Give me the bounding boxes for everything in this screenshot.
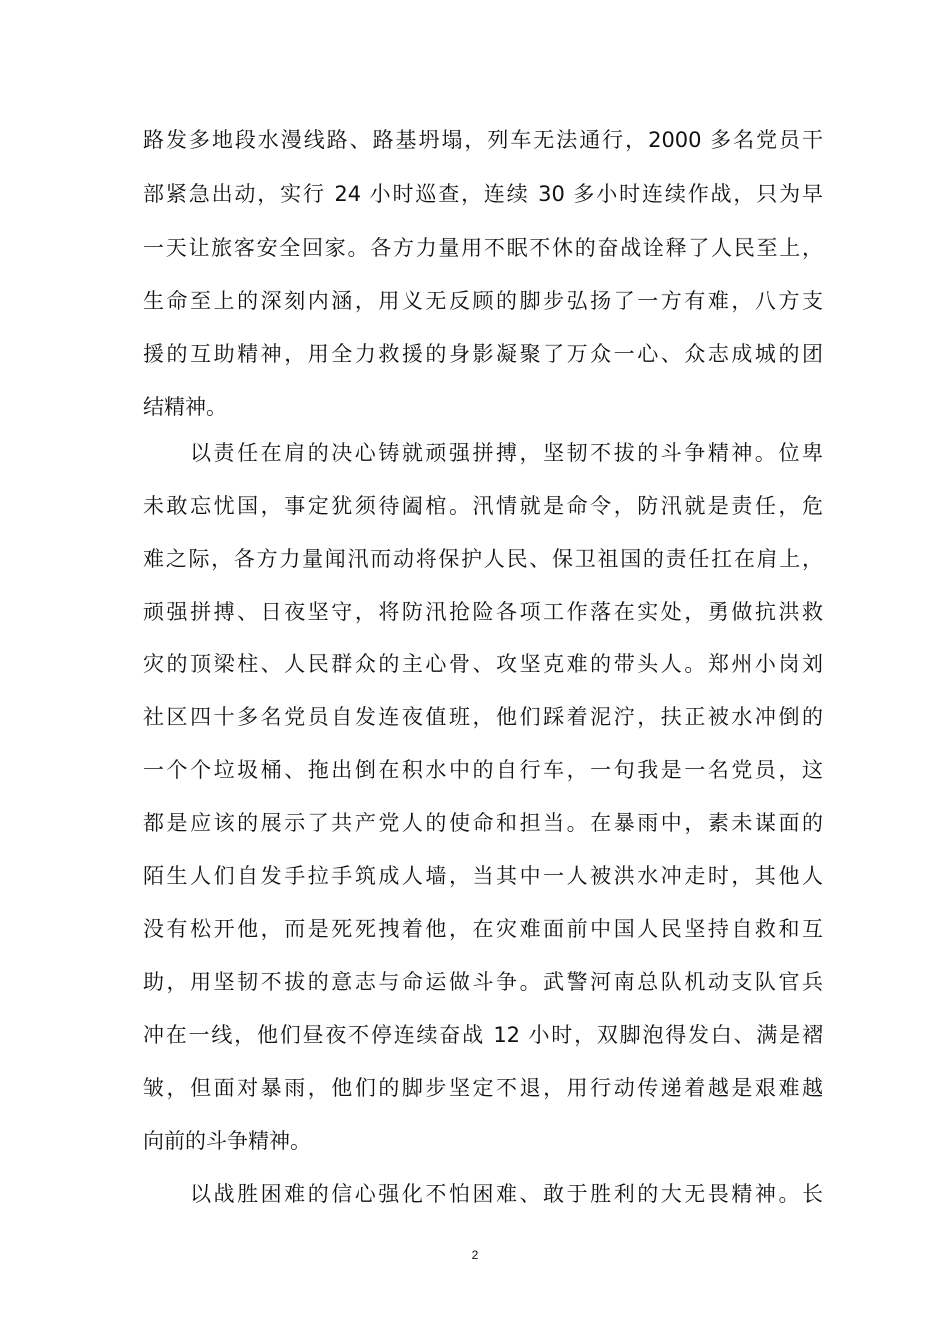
page-number: 2 (471, 1248, 479, 1262)
text-line: 陌生人们自发手拉手筑成人墙，当其中一人被洪水冲走时，其他人 (143, 864, 823, 888)
text-line: 援的互助精神，用全力救援的身影凝聚了万众一心、众志成城的团 (143, 342, 823, 366)
text-line: 路发多地段水漫线路、路基坍塌，列车无法通行，2000 多名党员干 (143, 128, 823, 152)
text-line: 生命至上的深刻内涵，用义无反顾的脚步弘扬了一方有难，八方支 (143, 289, 823, 313)
text-line: 以责任在肩的决心铸就顽强拼搏，坚韧不拔的斗争精神。位卑 (190, 441, 823, 465)
text-line: 一个个垃圾桶、拖出倒在积水中的自行车，一句我是一名党员，这 (143, 758, 823, 782)
text-line: 以战胜困难的信心强化不怕困难、敢于胜利的大无畏精神。长 (190, 1182, 823, 1206)
text-line: 助，用坚韧不拔的意志与命运做斗争。武警河南总队机动支队官兵 (143, 970, 823, 994)
text-line: 冲在一线，他们昼夜不停连续奋战 12 小时，双脚泡得发白、满是褶 (143, 1023, 823, 1047)
text-line: 没有松开他，而是死死拽着他，在灾难面前中国人民坚持自救和互 (143, 917, 823, 941)
text-line: 部紧急出动，实行 24 小时巡查，连续 30 多小时连续作战，只为早 (143, 182, 823, 206)
text-line: 顽强拼搏、日夜坚守，将防汛抢险各项工作落在实处，勇做抗洪救 (143, 600, 823, 624)
text-line: 难之际，各方力量闻汛而动将保护人民、保卫祖国的责任扛在肩上， (143, 547, 823, 571)
text-line: 灾的顶梁柱、人民群众的主心骨、攻坚克难的带头人。郑州小岗刘 (143, 652, 823, 676)
text-line: 都是应该的展示了共产党人的使命和担当。在暴雨中，素未谋面的 (143, 811, 823, 835)
text-line: 一天让旅客安全回家。各方力量用不眠不休的奋战诠释了人民至上， (143, 236, 823, 260)
text-line: 社区四十多名党员自发连夜值班，他们踩着泥泞，扶正被水冲倒的 (143, 705, 823, 729)
text-line: 皱，但面对暴雨，他们的脚步坚定不退，用行动传递着越是艰难越 (143, 1076, 823, 1100)
text-line: 向前的斗争精神。 (143, 1129, 311, 1153)
text-line: 未敢忘忧国，事定犹须待阖棺。汛情就是命令，防汛就是责任，危 (143, 494, 823, 518)
text-line: 结精神。 (143, 395, 227, 419)
